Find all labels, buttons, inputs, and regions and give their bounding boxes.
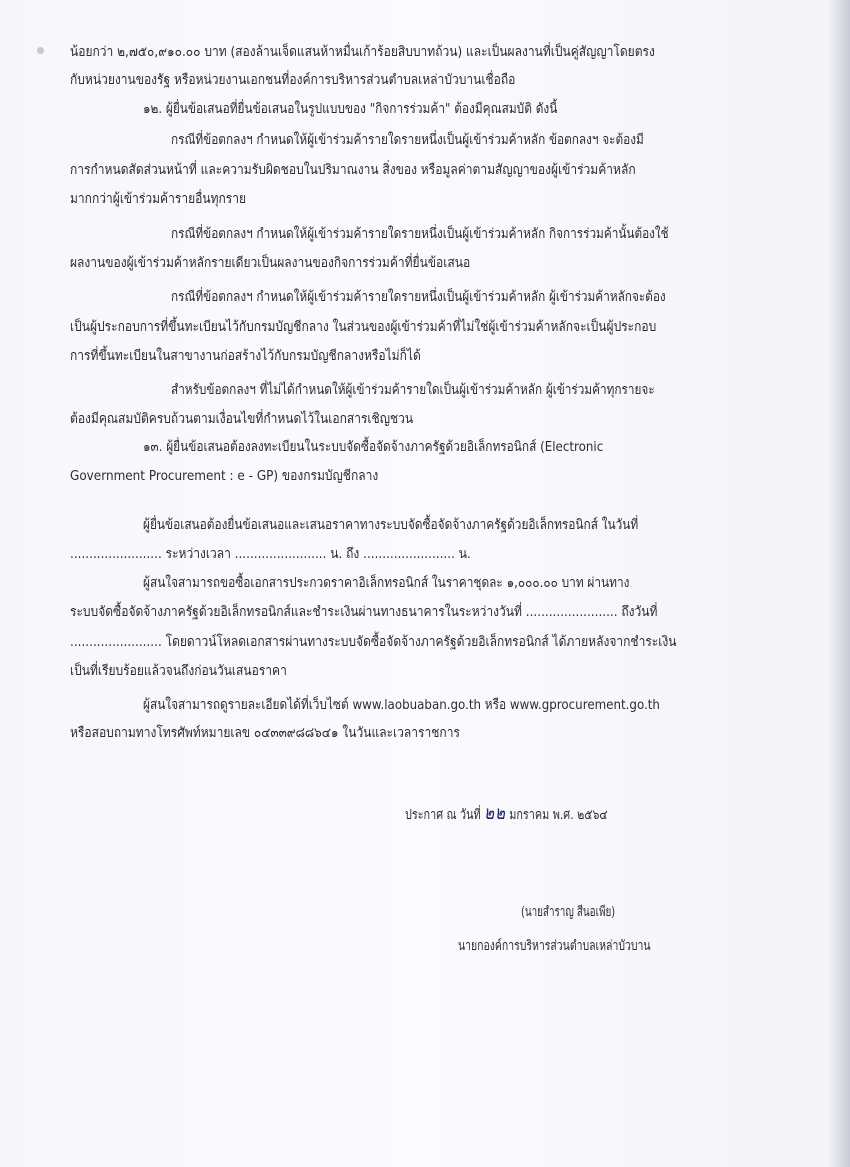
- text-line-18: ผู้สนใจสามารถขอซื้อเอกสารประกวดราคาอิเล็กทรอนิกส์ ในราคาชุดละ ๑,๐๐๐.๐๐ บาท ผ่านทาง: [143, 575, 630, 591]
- text-line-5: การกำหนดสัดส่วนหน้าที่ และความรับผิดชอบในปริมาณงาน สิ่งของ หรือมูลค่าตามสัญญาของผู้เข้าร่วมค้าหลัก: [70, 162, 636, 178]
- text-line-10: เป็นผู้ประกอบการที่ขึ้นทะเบียนไว้กับกรมบัญชีกลาง ในส่วนของผู้เข้าร่วมค้าที่ไม่ใช่ผู้เข้าร่วมค้าหลักจะเป็นผู้ประกอบ: [70, 319, 657, 335]
- text-line-12: สำหรับข้อตกลงฯ ที่ไม่ได้กำหนดให้ผู้เข้าร่วมค้ารายใดเป็นผู้เข้าร่วมค้าหลัก ผู้เข้าร่วมค้าทุกรายจะ: [171, 382, 655, 398]
- signer-title: นายกองค์การบริหารส่วนตำบลเหล่าบัวบาน: [458, 938, 651, 954]
- text-line-8: ผลงานของผู้เข้าร่วมค้าหลักรายเดียวเป็นผลงานของกิจการร่วมค้าที่ยื่นข้อเสนอ: [70, 255, 471, 271]
- text-line-2: กับหน่วยงานของรัฐ หรือหน่วยงานเอกชนที่องค์การบริหารส่วนตำบลเหล่าบัวบานเชื่อถือ: [70, 72, 516, 88]
- announce-prefix: ประกาศ ณ วันที่: [405, 807, 481, 823]
- text-line-23: หรือสอบถามทางโทรศัพท์หมายเลข ๐๔๓๓๙๘๘๖๔๑ ในวันและเวลาราชการ: [70, 725, 460, 741]
- text-line-19: ระบบจัดซื้อจัดจ้างภาครัฐด้วยอิเล็กทรอนิกส์และชำระเงินผ่านทางธนาคารในระหว่างวันที่ ........................ ถึงวันที่: [70, 604, 658, 620]
- announce-date: [405, 804, 760, 824]
- text-line-9: กรณีที่ข้อตกลงฯ กำหนดให้ผู้เข้าร่วมค้ารายใดรายหนึ่งเป็นผู้เข้าร่วมค้าหลัก ผู้เข้าร่วมค้าหลักจะต้อง: [171, 289, 666, 305]
- announce-day-handwritten: ๒๒: [484, 802, 506, 824]
- announce-suffix: มกราคม พ.ศ. ๒๕๖๔: [509, 807, 608, 823]
- signer-name: (นายสำราญ สีนอเพีย): [521, 904, 616, 920]
- text-line-20: ........................ โดยดาวน์โหลดเอกสารผ่านทางระบบจัดซื้อจัดจ้างภาครัฐด้วยอิเล็กทรอนิกส์ ได้ภายหลังจากชำระเงิน: [70, 634, 677, 650]
- text-line-22: ผู้สนใจสามารถดูรายละเอียดได้ที่เว็บไซต์ www.laobuaban.go.th หรือ www.gprocurement.go.th: [143, 697, 660, 713]
- section-12-heading: ๑๒. ผู้ยื่นข้อเสนอที่ยื่นข้อเสนอในรูปแบบของ "กิจการร่วมค้า" ต้องมีคุณสมบัติ ดังนี้: [143, 101, 558, 117]
- text-line-15: Government Procurement : e - GP) ของกรมบัญชีกลาง: [70, 468, 379, 484]
- punch-hole-mark: [37, 47, 44, 54]
- section-13-heading: ๑๓. ผู้ยื่นข้อเสนอต้องลงทะเบียนในระบบจัดซื้อจัดจ้างภาครัฐด้วยอิเล็กทรอนิกส์ (Electronic: [143, 439, 604, 455]
- text-line-16: ผู้ยื่นข้อเสนอต้องยื่นข้อเสนอและเสนอราคาทางระบบจัดซื้อจัดจ้างภาครัฐด้วยอิเล็กทรอนิกส์ ในวันที่: [143, 517, 639, 533]
- page-edge-shadow: [828, 0, 850, 1167]
- text-line-6: มากกว่าผู้เข้าร่วมค้ารายอื่นทุกราย: [70, 191, 247, 207]
- text-line-4: กรณีที่ข้อตกลงฯ กำหนดให้ผู้เข้าร่วมค้ารายใดรายหนึ่งเป็นผู้เข้าร่วมค้าหลัก ข้อตกลงฯ จะต้องมี: [171, 132, 644, 148]
- text-line-17: ........................ ระหว่างเวลา ........................ น. ถึง ........................ น.: [70, 546, 471, 562]
- text-line-11: การที่ขึ้นทะเบียนในสาขางานก่อสร้างไว้กับกรมบัญชีกลางหรือไม่ก็ได้: [70, 348, 421, 364]
- text-line-1: น้อยกว่า ๒,๗๕๐,๙๑๐.๐๐ บาท (สองล้านเจ็ดแสนห้าหมื่นเก้าร้อยสิบบาทถ้วน) และเป็นผลงานที่เป็นคู่สัญญาโดยตรง: [70, 44, 655, 60]
- text-line-21: เป็นที่เรียบร้อยแล้วจนถึงก่อนวันเสนอราคา: [70, 663, 287, 679]
- text-line-13: ต้องมีคุณสมบัติครบถ้วนตามเงื่อนไขที่กำหนดไว้ในเอกสารเชิญชวน: [70, 411, 414, 427]
- text-line-7: กรณีที่ข้อตกลงฯ กำหนดให้ผู้เข้าร่วมค้ารายใดรายหนึ่งเป็นผู้เข้าร่วมค้าหลัก กิจการร่วมค้านั้นต้องใช้: [171, 226, 669, 242]
